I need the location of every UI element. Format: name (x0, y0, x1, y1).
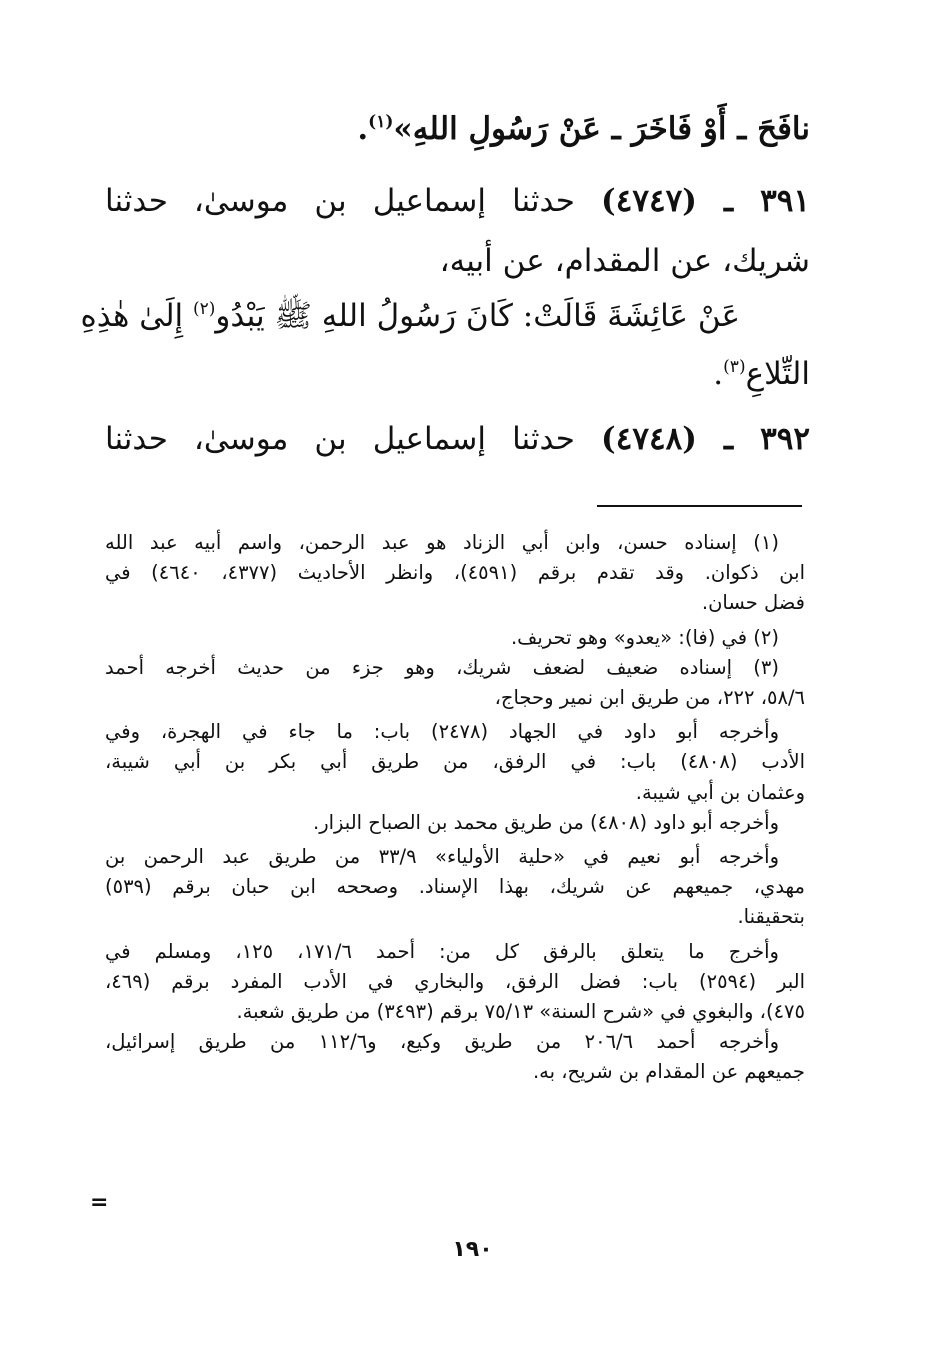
isnad-text: شريك، عن المقدام، عن أبيه، (439, 243, 810, 279)
abudawud-2-line-1: وأخرجه أبو داود (٤٨٠٨) من طريق محمد بن الصباح البزار. (313, 810, 779, 834)
hadith-number: ٣٩١ ـ (٤٧٤٧) (601, 183, 811, 219)
continuation-mark: = (90, 1190, 109, 1215)
isnad-text: حدثنا إسماعيل بن موسىٰ، حدثنا (105, 421, 575, 457)
abudawud-1-line-1: وأخرجه أبو داود في الجهاد (٢٤٧٨) باب: ما جاء في الهجرة، وفي (105, 720, 779, 744)
hadith-392 (105, 410, 810, 468)
abudawud-1-line-3: وعثمان بن أبي شيبة. (635, 780, 805, 804)
hadith-391 (105, 172, 810, 290)
hadith-text: نافَحَ ـ أَوْ فَاخَرَ ـ عَنْ رَسُولِ اللهِ» (393, 111, 810, 147)
hadith-391-line-1 (105, 172, 810, 230)
rifq-line-3: ٤٧٥)، والبغوي في «شرح السنة» ٧٥/١٣ برقم (٣٤٩٣) من طريق شعبة. (236, 1000, 805, 1024)
footnote-3-line-1: (٣) إسناده ضعيف لضعف شريك، وهو جزء من حديث أخرجه أحمد (105, 655, 779, 679)
matn-line-1 (80, 287, 810, 345)
matn-text: إِلَىٰ هٰذِهِ (80, 298, 184, 334)
footnote-ref-2[interactable]: (٢) (193, 299, 216, 319)
abunuaym-line-3: بتحقيقنا. (737, 905, 805, 929)
footnote-3-line-2: ٥٨/٦، ٢٢٢، من طريق ابن نمير وحجاج، (494, 686, 805, 710)
hadith-391-matn (80, 287, 810, 403)
isnad-text: حدثنا إسماعيل بن موسىٰ، حدثنا (105, 183, 575, 219)
punctuation: . (357, 111, 369, 147)
footnote-1-line-1: (١) إسناده حسن، وابن أبي الزناد هو عبد الرحمن، واسم أبيه عبد الله (105, 531, 779, 554)
hadith-392-line-1 (105, 410, 810, 468)
abunuaym-line-2: مهدي، جميعهم عن شريك، بهذا الإسناد. وصححه ابن حبان برقم (٥٣٩) (105, 875, 805, 899)
punctuation: . (713, 356, 724, 392)
abudawud-1-line-2: الأدب (٤٨٠٨) باب: في الرفق، من طريق أبي بكر بن أبي شيبة، (105, 750, 806, 774)
footnote-ref-1[interactable]: (١) (368, 112, 394, 132)
matn-text: التِّلاعِ (745, 356, 810, 392)
footnote-2-line-1: (٢) في (فا): «يعدو» وهو تحريف. (510, 625, 779, 649)
page-number: ١٩٠ (452, 1237, 493, 1262)
rifq-line-1: وأخرج ما يتعلق بالرفق كل من: أحمد ١٧١/٦، ١٢٥، ومسلم في (105, 939, 779, 963)
footnote-ref-3[interactable]: (٣) (723, 357, 746, 377)
ahmad-line-2: جميعهم عن المقدام بن شريح، به. (532, 1060, 805, 1084)
hadith-number: ٣٩٢ ـ (٤٧٤٨) (601, 421, 811, 457)
abunuaym-line-1: وأخرجه أبو نعيم في «حلية الأولياء» ٣٣/٩ من طريق عبد الرحمن بن (105, 845, 779, 869)
matn-text: عَنْ عَائِشَةَ قَالَتْ: كَانَ رَسُولُ اللهِ ﷺ يَبْدُو (215, 298, 740, 334)
matn-line-2 (105, 345, 810, 403)
main-line-1 (105, 100, 810, 158)
ahmad-line-1: وأخرجه أحمد ٢٠٦/٦ من طريق وكيع، و١١٢/٦ من طريق إسرائيل، (105, 1030, 779, 1054)
main-text (105, 100, 810, 158)
rifq-line-2: البر (٢٥٩٤) باب: فضل الرفق، والبخاري في الأدب المفرد برقم (٤٦٩، (105, 969, 805, 993)
hadith-391-line-2 (105, 232, 810, 290)
footnote-1-line-2: ابن ذكوان. وقد تقدم برقم (٤٥٩١)، وانظر الأحاديث (٤٣٧٧، ٤٦٤٠) في (105, 561, 805, 585)
footnote-separator (597, 505, 802, 507)
footnote-1-line-3: فضل حسان. (701, 591, 805, 615)
footnotes (105, 528, 805, 1088)
